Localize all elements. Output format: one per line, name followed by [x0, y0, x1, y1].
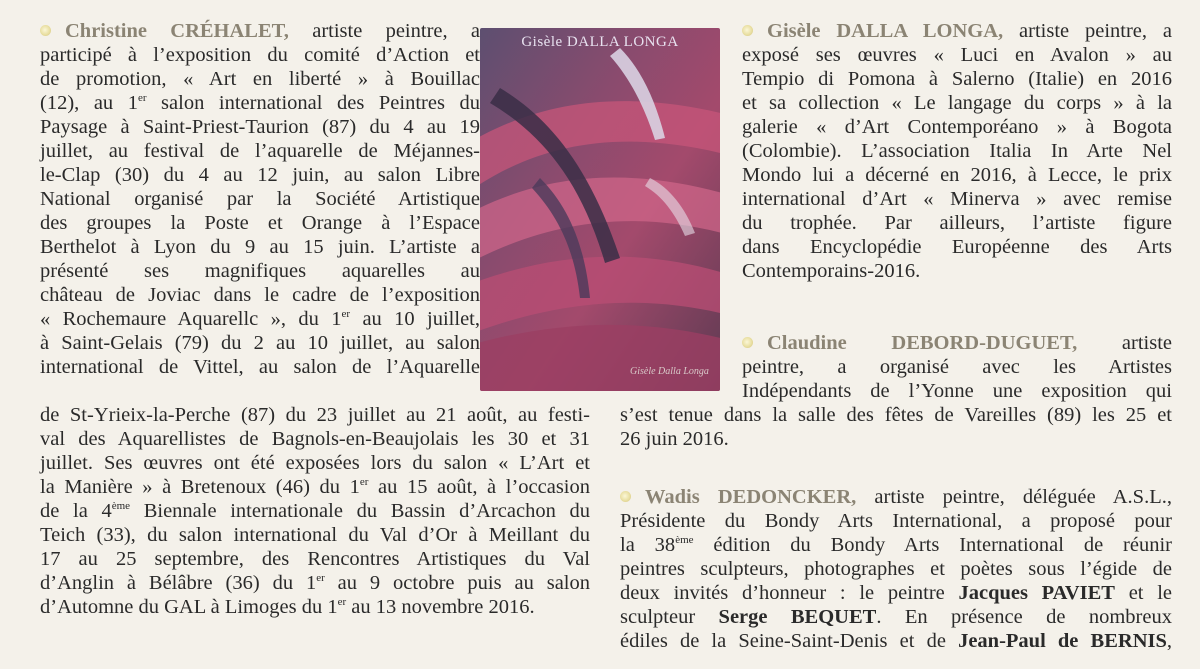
text-line: sculpteur Serge BEQUET. En présence de nombreux: [620, 606, 1172, 628]
text-line: « Rochemaure Aquarellc », du 1er au 10 juillet,: [40, 308, 480, 330]
text-line: Gisèle DALLA LONGA, artiste peintre, a: [742, 19, 1172, 43]
text-line: peintre, a organisé avec les Artistes: [742, 356, 1172, 378]
text-line: Teich (33), du salon international du Val d’Or à Meillant du: [40, 524, 590, 546]
text-line: international d’Art « Minerva » avec remise: [742, 188, 1172, 210]
text-line: de St-Yrieix-la-Perche (87) du 23 juillet au 21 août, au festi-: [40, 404, 590, 426]
text-line: le-Clap (30) du 4 au 12 juin, au salon Libre: [40, 164, 480, 186]
text-line: 17 au 25 septembre, des Rencontres Artistiques du Val: [40, 548, 590, 570]
text-line: international de Vittel, au salon de l’Aquarelle: [40, 356, 480, 378]
bullet-icon: [742, 25, 753, 36]
text-line: deux invités d’honneur : le peintre Jacques PAVIET et le: [620, 582, 1173, 604]
text-line: juillet. Ses œuvres ont été exposées lors du salon « L’Art et: [40, 452, 590, 474]
text-line: Christine CRÉHALET, artiste peintre, a: [40, 19, 480, 43]
text-line: Claudine DEBORD-DUGUET, artiste: [742, 331, 1172, 355]
text-line: Indépendants de l’Yonne une exposition qui: [742, 380, 1172, 402]
text-line: participé à l’exposition du comité d’Action et: [40, 44, 480, 66]
text-line: d’Automne du GAL à Limoges du 1er au 13 novembre 2016.: [40, 596, 535, 618]
text-line: et sa collection « Le langage du corps » à la: [742, 92, 1172, 114]
painter-name: Jacques PAVIET: [958, 582, 1115, 604]
painting-signature: Gisèle Dalla Longa: [630, 366, 709, 377]
text-line: juillet, au festival de l’aquarelle de Méjannes-: [40, 140, 480, 162]
artist-name: Wadis DEDONCKER,: [645, 486, 857, 508]
text-line: s’est tenue dans la salle des fêtes de Vareilles (89) les 25 et: [620, 404, 1172, 426]
text-line: des groupes la Poste et Orange à l’Espace: [40, 212, 480, 234]
text-line: du trophée. Par ailleurs, l’artiste figure: [742, 212, 1172, 234]
text-line: de la 4ème Biennale internationale du Bassin d’Arcachon du: [40, 500, 590, 522]
text-line: château de Joviac dans le cadre de l’exposition: [40, 284, 480, 306]
painting-artwork: [480, 28, 720, 391]
guest-name: Jean-Paul de BERNIS: [958, 630, 1167, 652]
text-line: Présidente du Bondy Arts International, a proposé pour: [620, 510, 1172, 532]
artist-name: Claudine DEBORD-DUGUET,: [767, 332, 1078, 354]
text-line: présenté ses magnifiques aquarelles au: [40, 260, 480, 282]
text-line: 26 juin 2016.: [620, 428, 729, 450]
text-line: la Manière » à Bretenoux (46) du 1er au 15 août, à l’occasion: [40, 476, 590, 498]
text-line: Paysage à Saint-Priest-Taurion (87) du 4 au 19: [40, 116, 480, 138]
bullet-icon: [40, 25, 51, 36]
text-line: Mondo lui a décerné en 2016, à Lecce, le prix: [742, 164, 1172, 186]
bullet-icon: [742, 337, 753, 348]
text-line: édiles de la Seine-Saint-Denis et de Jean-Paul de BERNIS,: [620, 630, 1172, 652]
text-line: exposé ses œuvres « Luci en Avalon » au: [742, 44, 1172, 66]
text-line: de promotion, « Art en liberté » à Bouillac: [40, 68, 480, 90]
artist-name: Christine CRÉHALET,: [65, 20, 289, 42]
artist-name: Gisèle DALLA LONGA,: [767, 20, 1004, 42]
sculptor-name: Serge BEQUET: [718, 606, 877, 628]
painting-title: Gisèle DALLA LONGA: [521, 34, 679, 50]
text-line: (12), au 1er salon international des Peintres du: [40, 92, 480, 114]
text-line: Tempio di Pomona à Salerno (Italie) en 2016: [742, 68, 1172, 90]
text-line: National organisé par la Société Artistique: [40, 188, 480, 210]
text-line: d’Anglin à Bélâbre (36) du 1er au 9 octobre puis au salon: [40, 572, 590, 594]
text-line: (Colombie). L’association Italia In Arte Nel: [742, 140, 1172, 162]
text-line: Contemporains-2016.: [742, 260, 921, 282]
text-line: à Saint-Gelais (79) du 2 au 10 juillet, au salon: [40, 332, 480, 354]
text-line: Wadis DEDONCKER, artiste peintre, déléguée A.S.L.,: [620, 485, 1172, 509]
bullet-icon: [620, 491, 631, 502]
painting-image: [480, 28, 720, 391]
text-line: galerie « d’Art Contemporéano » à Bogota: [742, 116, 1172, 138]
text-line: dans Encyclopédie Européenne des Arts: [742, 236, 1172, 258]
text-line: la 38ème édition du Bondy Arts International de réunir: [620, 534, 1173, 556]
text-line: val des Aquarellistes de Bagnols-en-Beaujolais les 30 et 31: [40, 428, 590, 450]
text-line: Berthelot à Lyon du 9 au 15 juin. L’artiste a: [40, 236, 480, 258]
text-line: peintres sculpteurs, photographes et poètes sous l’égide de: [620, 558, 1172, 580]
